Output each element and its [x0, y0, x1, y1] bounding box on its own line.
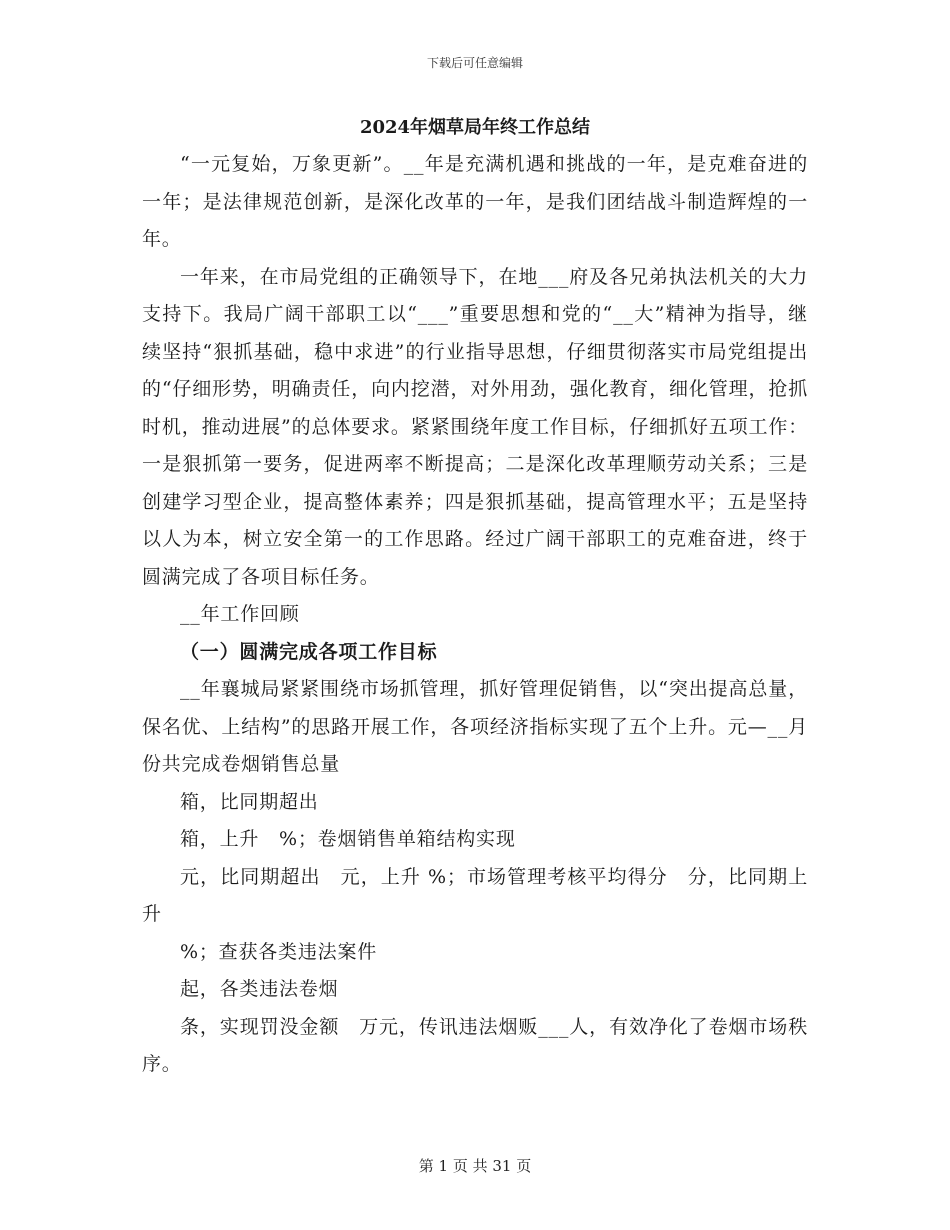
section-paragraph: 箱，比同期超出 [180, 790, 319, 813]
section-paragraph: 起，各类违法卷烟 [180, 978, 339, 1000]
page-number: 第 1 页 共 31 页 [418, 1157, 532, 1175]
section-paragraph: __年襄城局紧紧围绕市场抓管理，抓好管理促销售，以“突出提高总量，保名优、上结构”的思路开展工作，各项经济指标实现了五个上升。元—__月份共完成卷烟销售总量 [142, 678, 808, 775]
section-paragraph: 箱，上升 %；卷烟销售单箱结构实现 [180, 828, 516, 850]
section-heading: （一）圆满完成各项工作目标 [180, 640, 438, 663]
document-title: 2024年烟草局年终工作总结 [359, 117, 591, 138]
paragraph-intro: “一元复始，万象更新”。__年是充满机遇和挑战的一年，是克难奋进的一年；是法律规范创新，是深化改革的一年，是我们团结战斗制造辉煌的一年。 [142, 153, 808, 250]
paragraph-summary: 一年来，在市局党组的正确领导下，在地___府及各兄弟执法机关的大力支持下。我局广阔干部职工以“___”重要思想和党的“__大”精神为指导，继续坚持“狠抓基础，稳中求进”的行业指导思想，仔细贯彻落实市局党组提出的“仔细形势，明确责任，向内挖潜，对外用劲，强化教育，细化管理，抢抓时机，推动进展”的总体要求。紧紧围绕年度工作目标，仔细抓好五项工作：一是狠抓第一要务，促进两率不断提高；二是深化改革理顺劳动关系；三是创建学习型企业，提高整体素养；四是狠抓基础，提高管理水平；五是坚持以人为本，树立安全第一的工作思路。经过广阔干部职工的克难奋进，终于圆满完成了各项目标任务。 [142, 265, 808, 588]
section-paragraph: 元，比同期超出 元，上升 %；市场管理考核平均得分 分，比同期上升 [142, 865, 808, 925]
section-paragraph: %；查获各类违法案件 [180, 940, 378, 963]
section-paragraph: 条，实现罚没金额 万元，传讯违法烟贩___人，有效净化了卷烟市场秩序。 [142, 1015, 808, 1075]
document-body [142, 110, 808, 1084]
paragraph-review-heading: __年工作回顾 [180, 603, 300, 625]
page-header-note: 下载后可任意编辑 [426, 56, 523, 70]
